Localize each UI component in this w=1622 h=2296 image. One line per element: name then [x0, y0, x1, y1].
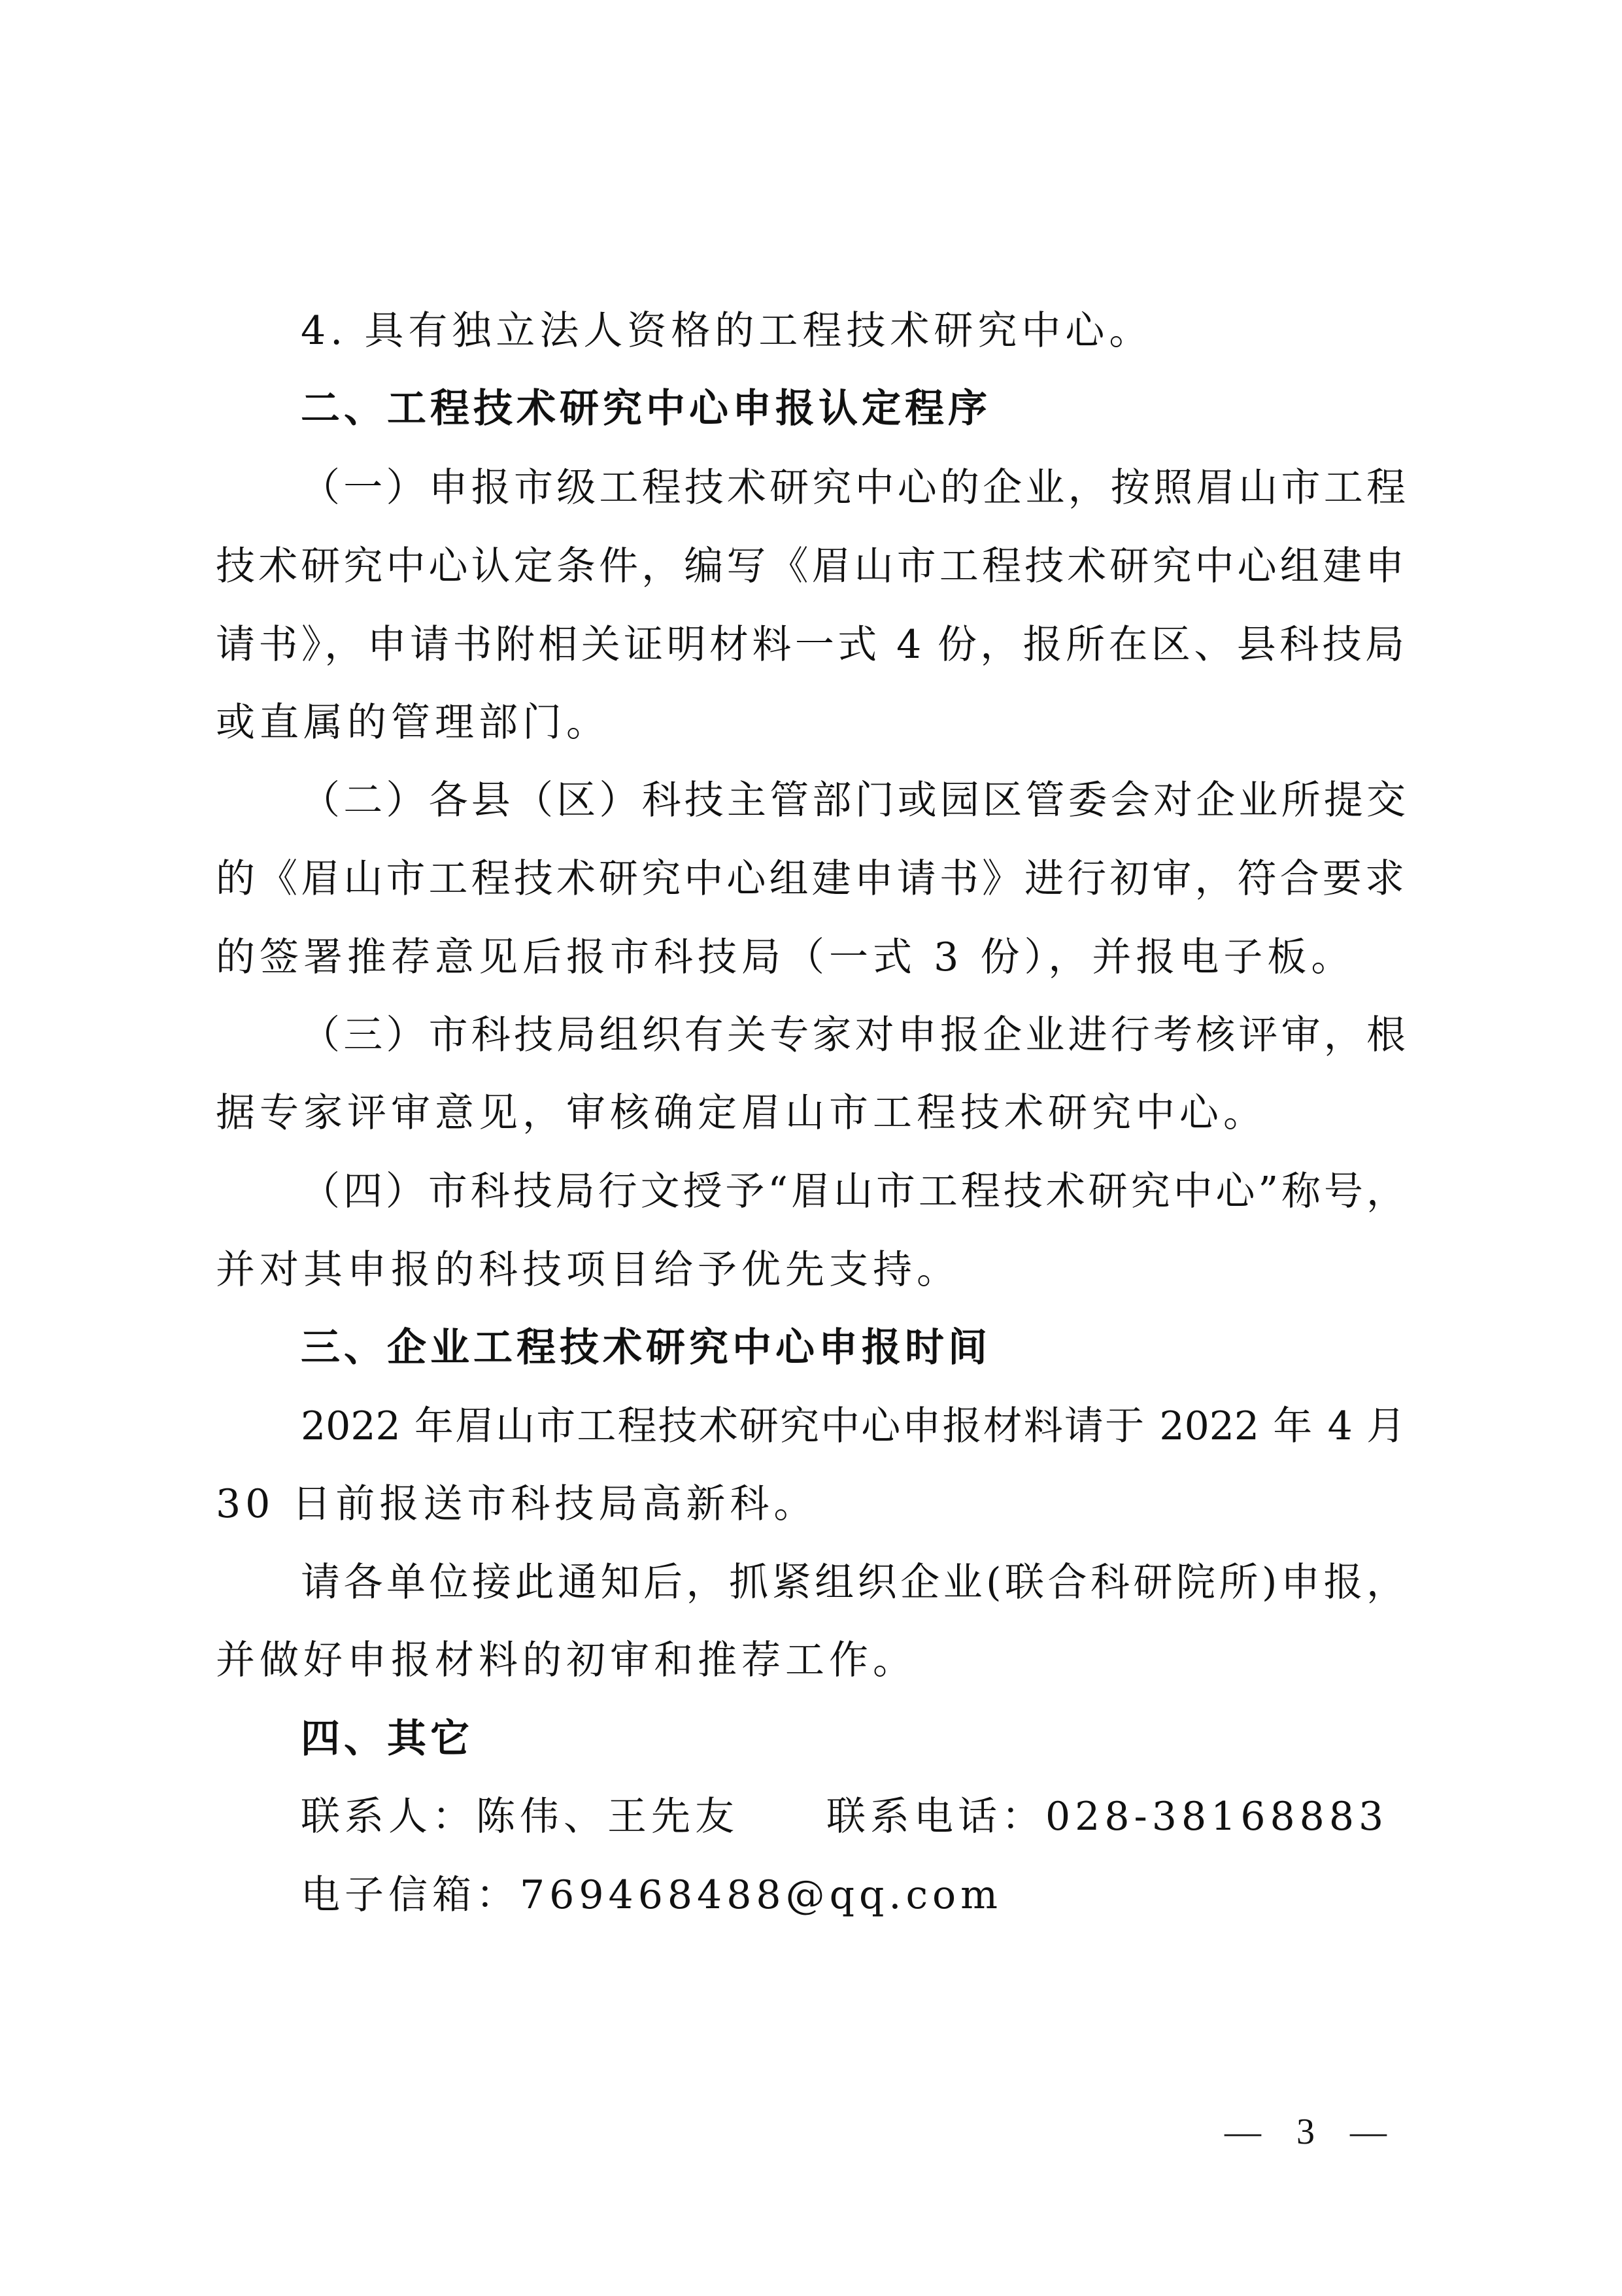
paragraph-3-line-1: （三）市科技局组织有关专家对申报企业进行考核评审，根 — [301, 1012, 1406, 1058]
section-3-heading: 三、企业工程技术研究中心申报时间 — [301, 1325, 991, 1371]
item-4-text: 4. 具有独立法人资格的工程技术研究中心。 — [301, 308, 1153, 354]
paragraph-5-line-2: 30 日前报送市科技局高新科。 — [216, 1481, 818, 1527]
paragraph-1-line-2: 技术研究中心认定条件，编写《眉山市工程技术研究中心组建申 — [216, 543, 1404, 589]
paragraph-2-line-2: 的《眉山市工程技术研究中心组建申请书》进行初审，符合要求 — [216, 856, 1404, 902]
paragraph-2-line-3: 的签署推荐意见后报市科技局（一式 3 份），并报电子板。 — [216, 934, 1355, 980]
paragraph-6-line-1: 请各单位接此通知后，抓紧组织企业(联合科研院所)申报， — [301, 1560, 1406, 1605]
page-number: — 3 — — [1225, 2112, 1400, 2152]
paragraph-1-line-4: 或直属的管理部门。 — [216, 700, 610, 745]
section-2-heading: 二、工程技术研究中心申报认定程序 — [301, 386, 991, 432]
paragraph-2-line-1: （二）各县（区）科技主管部门或园区管委会对企业所提交 — [301, 778, 1406, 823]
contact-line: 联系人：陈伟、王先友 联系电话：028-38168883 — [301, 1794, 1389, 1840]
paragraph-6-line-2: 并做好申报材料的初审和推荐工作。 — [216, 1637, 917, 1683]
paragraph-1-line-3: 请书》，申请书附相关证明材料一式 4 份，报所在区、县科技局 — [216, 622, 1404, 668]
paragraph-5-line-1: 2022 年眉山市工程技术研究中心申报材料请于 2022 年 4 月 — [301, 1403, 1406, 1449]
email-line: 电子信箱：769468488@qq.com — [301, 1872, 1003, 1918]
section-4-heading: 四、其它 — [301, 1716, 473, 1762]
paragraph-1-line-1: （一）申报市级工程技术研究中心的企业，按照眉山市工程 — [301, 465, 1406, 511]
paragraph-4-line-1: （四）市科技局行文授予“眉山市工程技术研究中心”称号， — [301, 1169, 1406, 1214]
paragraph-3-line-2: 据专家评审意见，审核确定眉山市工程技术研究中心。 — [216, 1090, 1267, 1136]
paragraph-4-line-2: 并对其申报的科技项目给予优先支持。 — [216, 1247, 960, 1293]
